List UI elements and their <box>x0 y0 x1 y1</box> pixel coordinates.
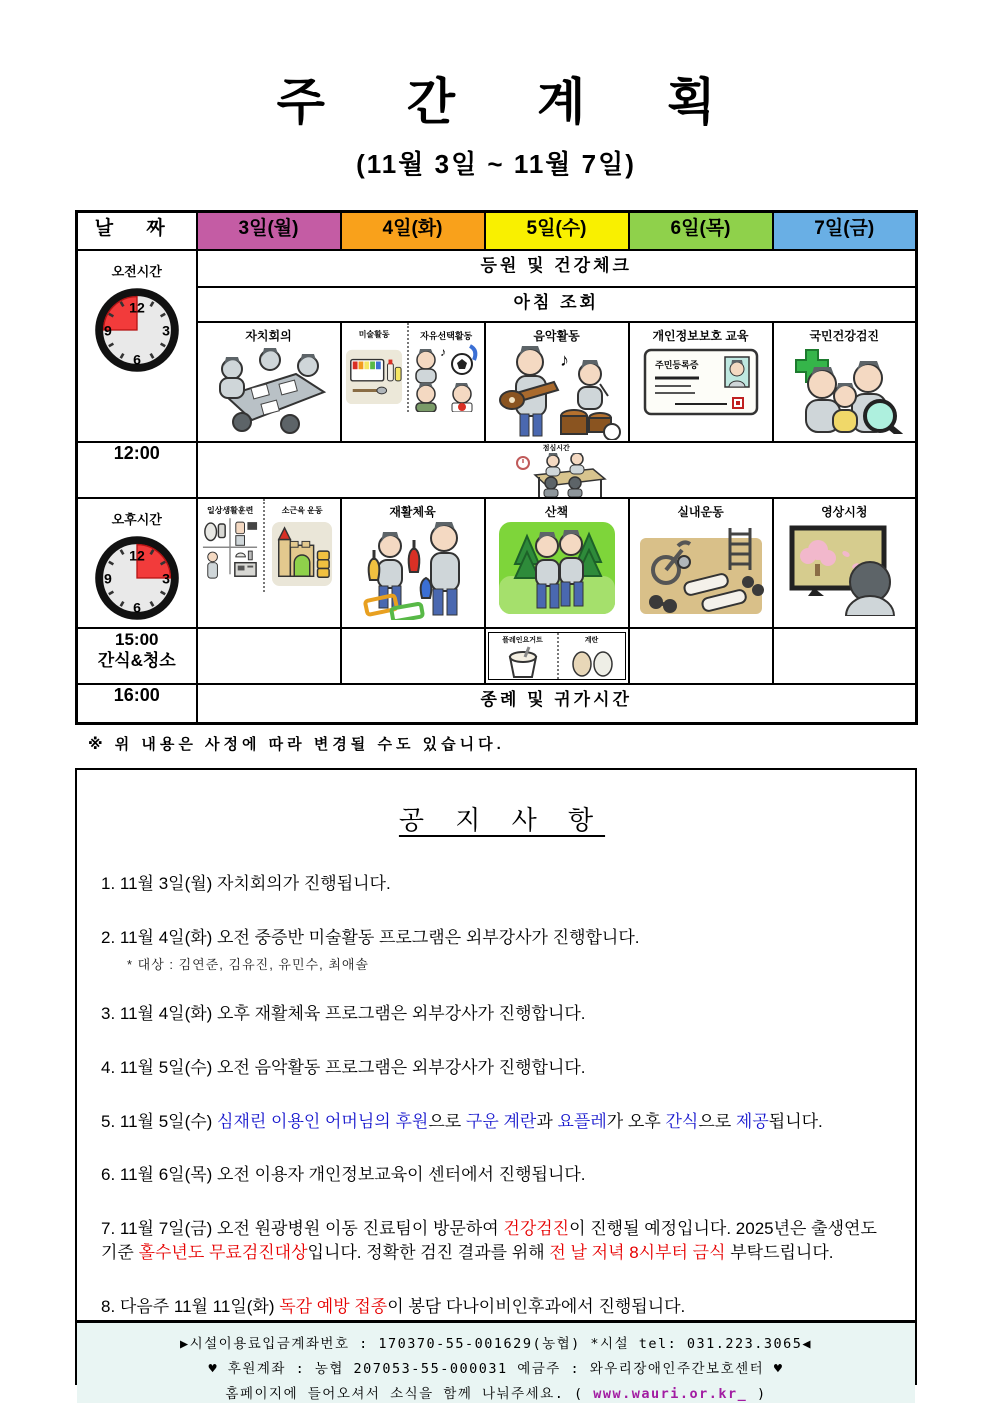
art-activity-subcell <box>342 323 407 412</box>
svg-text:12: 12 <box>128 298 145 315</box>
thursday-snack-cell <box>629 628 773 684</box>
notice-text-segment: 제공 <box>735 1111 769 1131</box>
notice-text-segment: 6. 11월 6일(목) 오전 이용자 개인정보교육이 센터에서 진행됩니다. <box>101 1165 586 1185</box>
friday-morning-cell <box>773 322 917 442</box>
monday-snack-cell <box>197 628 341 684</box>
day-header-wednesday: 5일(수) <box>485 212 629 250</box>
wednesday-afternoon-cell <box>485 498 629 628</box>
fine-motor-label: 소근육 운동 <box>281 505 323 515</box>
closing-time-label: 16:00 <box>113 684 160 705</box>
page-subtitle: (11월 3일 ~ 11월 7일) <box>356 149 636 179</box>
notice-text-segment: 간식 <box>665 1111 699 1131</box>
lunch-label: 점심시간 <box>542 444 570 452</box>
notice-item <box>101 1295 885 1320</box>
wednesday-snack-cell <box>485 628 629 684</box>
health-screening-icon <box>774 344 916 434</box>
notice-text-segment: 으로 <box>698 1111 736 1131</box>
day-header-friday: 7일(금) <box>773 212 917 250</box>
notice-text-segment: 으로 <box>428 1111 466 1131</box>
notices-title: 공 지 사 항 <box>398 805 606 835</box>
yogurt-label: 플레인요거트 <box>502 636 543 644</box>
day-header-tuesday: 4일(화) <box>341 212 485 250</box>
indoor-exercise-icon <box>630 520 772 616</box>
snack-time-cell <box>77 628 197 684</box>
svg-text:9: 9 <box>103 321 112 338</box>
notice-item <box>101 1110 885 1135</box>
afternoon-time-label: 오후시간 <box>111 511 162 527</box>
notice-item <box>101 1163 885 1188</box>
tuesday-snack-cell <box>341 628 485 684</box>
notice-item <box>101 926 885 951</box>
notice-text-segment: 7. 11월 7일(금) 오전 원광병원 이동 진료팀이 방문하여 <box>101 1218 504 1238</box>
lunch-icon <box>501 453 611 497</box>
notices-list <box>101 843 885 1320</box>
id-card-icon <box>630 344 772 420</box>
snack-items <box>488 632 626 680</box>
egg-snack <box>557 633 625 679</box>
notice-text-segment: 심재린 이용인 어머님의 <box>217 1111 391 1131</box>
snack-clean-label: 간식&청소 <box>97 650 176 670</box>
egg-icon <box>567 645 617 679</box>
free-choice-label: 자유선택활동 <box>420 330 473 341</box>
notice-text-segment: 가 오후 <box>606 1111 666 1131</box>
notice-item <box>101 1217 885 1266</box>
walk-label: 산책 <box>544 504 569 519</box>
art-activity-label: 미술활동 <box>358 329 390 339</box>
morning-time-label: 오전시간 <box>111 263 162 279</box>
notice-sub-text: * 대상 : 김연준, 김유진, 유민수, 최애솔 <box>127 957 369 973</box>
date-column-header: 날 짜 <box>77 212 197 250</box>
footer-account-line: ▶시설이용료입금계좌번호 : 170370-55-001629(농협) *시설 tel: 031.223.3065◀ <box>179 1335 813 1352</box>
svg-text:3: 3 <box>161 569 170 586</box>
page-title: 주 간 계 획 <box>276 74 750 130</box>
video-watching-label: 영상시청 <box>821 504 868 519</box>
morning-time-cell <box>77 250 197 442</box>
walk-icon <box>486 520 628 616</box>
notice-text-segment: 구운 계란 <box>465 1111 537 1131</box>
friday-snack-cell <box>773 628 917 684</box>
notice-text-segment: 2. 11월 4일(화) 오전 중증반 미술활동 프로그램은 외부강사가 진행합니다. <box>101 927 640 947</box>
svg-text:♪: ♪ <box>559 349 569 370</box>
afternoon-clock-icon <box>93 534 181 622</box>
notice-text-segment: 5. 11월 5일(수) <box>101 1111 218 1131</box>
monday-afternoon-cell <box>197 498 341 628</box>
notice-text-segment: 후원 <box>395 1111 429 1131</box>
egg-label: 계란 <box>584 636 599 644</box>
arrival-health-check-row: 등원 및 건강체크 <box>197 250 917 287</box>
free-choice-icon <box>409 342 484 412</box>
svg-text:9: 9 <box>103 569 112 586</box>
lunch-cell <box>197 442 917 498</box>
tuesday-afternoon-cell <box>341 498 485 628</box>
svg-text:12: 12 <box>128 546 145 563</box>
fine-motor-icon <box>265 516 340 592</box>
rehab-pe-icon <box>342 520 484 620</box>
notice-item <box>101 1056 885 1081</box>
notice-item <box>101 872 885 897</box>
notice-item <box>101 1002 885 1027</box>
tuesday-morning-cell <box>341 322 485 442</box>
notice-text-segment: 1. 11월 3일(월) 자치회의가 진행됩니다. <box>101 874 391 893</box>
meeting-activity-label: 자치회의 <box>245 328 292 343</box>
notice-text-segment: 과 <box>536 1111 558 1131</box>
notice-text-segment: 됩니다. <box>768 1111 823 1131</box>
yogurt-snack <box>489 633 557 679</box>
yogurt-icon <box>498 645 548 679</box>
homepage-url-link[interactable]: www.wauri.or.kr_ <box>593 1385 748 1402</box>
snack-time-label: 15:00 <box>115 629 159 649</box>
svg-text:6: 6 <box>132 350 141 367</box>
morning-assembly-row: 아침 조회 <box>197 287 917 322</box>
notice-text-segment: 전 날 저녁 8시부터 금식 <box>549 1243 726 1263</box>
closing-time-cell <box>77 684 197 724</box>
notice-text-segment: 입니다. 정확한 검진 결과를 위해 <box>307 1243 550 1263</box>
footer-homepage-text: 홈페이지에 들어오셔서 소식을 함께 나눠주세요. ( <box>225 1385 594 1402</box>
indoor-exercise-label: 실내운동 <box>677 504 724 519</box>
noon-time-cell <box>77 442 197 498</box>
notice-text-segment: 8. 다음주 11월 11일(화) <box>101 1297 280 1317</box>
thursday-afternoon-cell <box>629 498 773 628</box>
video-watching-icon <box>774 520 916 616</box>
afternoon-time-cell <box>77 498 197 628</box>
notices-box <box>75 768 917 1402</box>
svg-text:3: 3 <box>161 321 170 338</box>
fine-motor-subcell <box>263 499 340 592</box>
svg-text:6: 6 <box>132 598 141 615</box>
art-activity-icon <box>342 340 407 412</box>
wednesday-morning-cell <box>485 322 629 442</box>
daily-living-subcell <box>198 499 263 592</box>
footer-donation-line: ♥ 후원계좌 : 농협 207053-55-000031 예금주 : 와우리장애인주간보호센터 ♥ <box>208 1360 784 1377</box>
notice-text-segment: 부탁드립니다. <box>725 1243 834 1263</box>
day-header-thursday: 6일(목) <box>629 212 773 250</box>
notice-text-segment: 홀수년도 무료검진대상 <box>138 1243 308 1263</box>
morning-clock-icon <box>93 286 181 374</box>
health-screening-label: 국민건강검진 <box>809 328 880 343</box>
free-choice-subcell <box>407 323 484 412</box>
day-header-monday: 3일(월) <box>197 212 341 250</box>
daily-living-icon <box>198 516 263 592</box>
privacy-education-label: 개인정보보호 교육 <box>652 328 749 343</box>
notice-text-segment: 이 봉담 다나이비인후과에서 진행됩니다. <box>387 1297 686 1317</box>
music-activity-icon <box>486 344 628 440</box>
footer-homepage-suffix: ) <box>747 1385 767 1402</box>
friday-afternoon-cell <box>773 498 917 628</box>
music-activity-label: 음악활동 <box>533 328 580 343</box>
change-note: ※ 위 내용은 사정에 따라 변경될 수도 있습니다. <box>88 736 505 753</box>
svg-text:♪: ♪ <box>440 344 447 359</box>
rehab-pe-label: 재활체육 <box>389 504 436 519</box>
notice-text-segment: 요플레 <box>557 1111 607 1131</box>
notice-text-segment: 3. 11월 4일(화) 오후 재활체육 프로그램은 외부강사가 진행합니다. <box>101 1004 586 1024</box>
notice-text-segment: 독감 예방 접종 <box>279 1297 388 1317</box>
notice-text-segment: 건강검진 <box>503 1218 570 1238</box>
footer-homepage-line <box>83 1382 909 1403</box>
notice-text-segment: 이 진행될 예정입니다. 2025년은 출생연도 기준 <box>101 1218 877 1263</box>
meeting-icon <box>198 344 340 436</box>
thursday-morning-cell <box>629 322 773 442</box>
svg-text:주민등록증: 주민등록증 <box>654 359 698 370</box>
schedule-table <box>75 210 918 725</box>
daily-living-label: 일상생활훈련 <box>206 505 254 515</box>
notice-text-segment: 4. 11월 5일(수) 오전 음악활동 프로그램은 외부강사가 진행합니다. <box>101 1057 586 1077</box>
closing-row-label: 종례 및 귀가시간 <box>197 684 917 724</box>
footer-band <box>77 1320 915 1403</box>
noon-time-label: 12:00 <box>113 442 160 463</box>
monday-morning-cell <box>197 322 341 442</box>
